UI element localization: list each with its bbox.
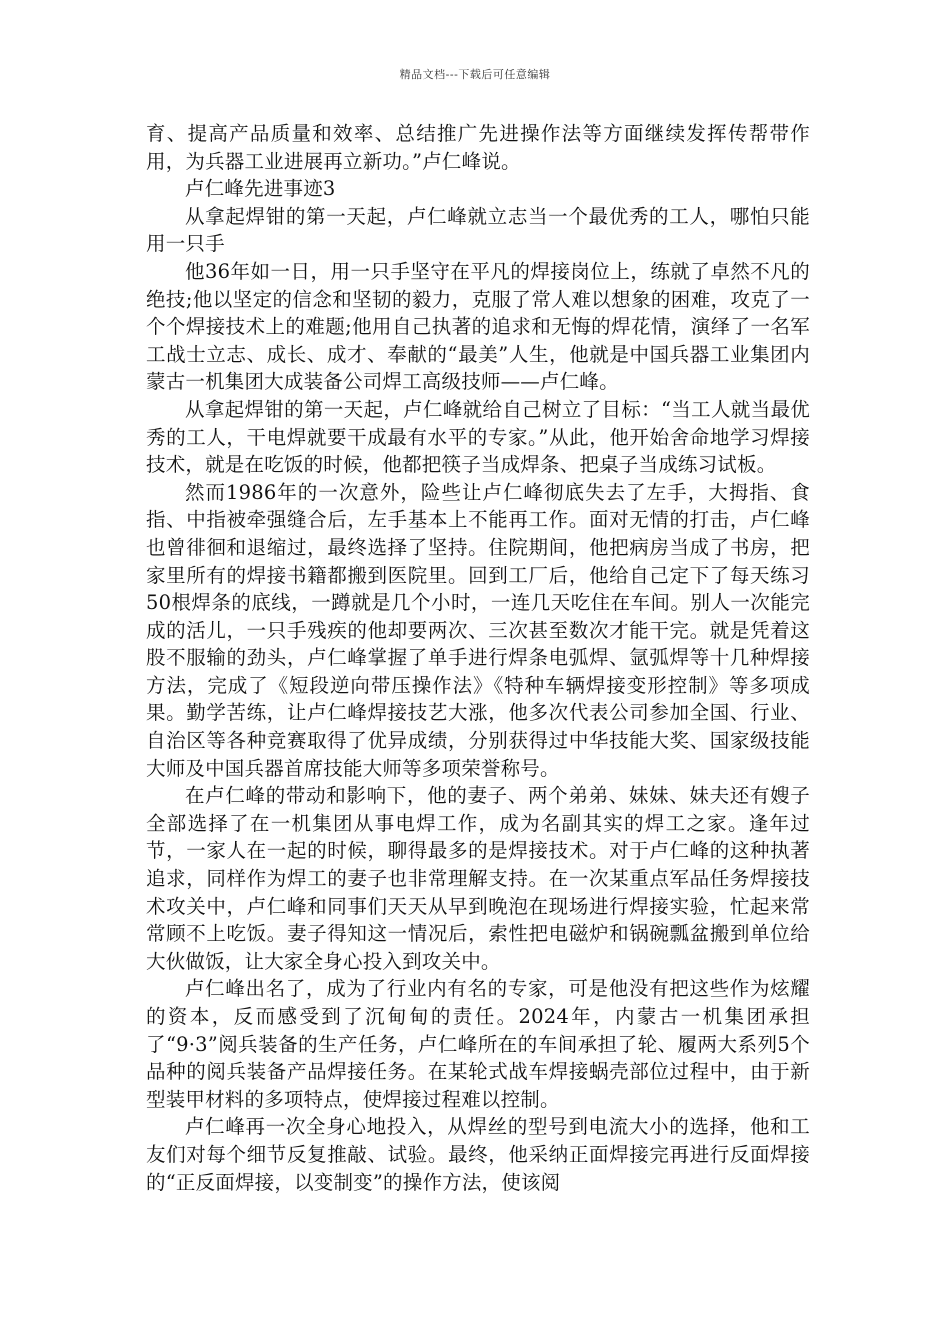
paragraph: 育、提高产品质量和效率、总结推广先进操作法等方面继续发挥传帮带作用，为兵器工业进展再立新功。”卢仁峰说。	[146, 122, 810, 173]
paragraph: 在卢仁峰的带动和影响下，他的妻子、两个弟弟、妹妹、妹夫还有嫂子全部选择了在一机集团从事电焊工作，成为名副其实的焊工之家。逢年过节，一家人在一起的时候，聊得最多的是焊接技术。对于卢仁峰的这种执著追求，同样作为焊工的妻子也非常理解支持。在一次某重点军品任务焊接技术攻关中，卢仁峰和同事们天天从早到晚泡在现场进行焊接实验，忙起来常常顾不上吃饭。妻子得知这一情况后，索性把电磁炉和锅碗瓢盆搬到单位给大伙做饭，让大家全身心投入到攻关中。	[146, 784, 810, 973]
paragraph: 卢仁峰出名了，成为了行业内有名的专家，可是他没有把这些作为炫耀的资本，反而感受到了沉甸甸的责任。2024年，内蒙古一机集团承担了“9·3”阅兵装备的生产任务，卢仁峰所在的车间承担了轮、履两大系列5个品种的阅兵装备产品焊接任务。在某轮式战车焊接蜗壳部位过程中，由于新型装甲材料的多项特点，使焊接过程难以控制。	[146, 977, 810, 1111]
section-heading: 卢仁峰先进事迹3	[185, 177, 336, 201]
paragraph: 从拿起焊钳的第一天起，卢仁峰就立志当一个最优秀的工人，哪怕只能用一只手	[146, 204, 810, 256]
page-header: 精品文档---下载后可任意编辑	[399, 68, 551, 81]
paragraph: 他36年如一日，用一只手坚守在平凡的焊接岗位上，练就了卓然不凡的绝技;他以坚定的信念和坚韧的毅力，克服了常人难以想象的困难，攻克了一个个焊接技术上的难题;他用自己执著的追求和无悔的焊花情，演绎了一名军工战士立志、成长、成才、奉献的“最美”人生，他就是中国兵器工业集团内蒙古一机集团大成装备公司焊工高级技师——卢仁峰。	[146, 259, 810, 394]
paragraph: 从拿起焊钳的第一天起，卢仁峰就给自己树立了目标：“当工人就当最优秀的工人，干电焊就要干成最有水平的专家。”从此，他开始舍命地学习焊接技术，就是在吃饭的时候，他都把筷子当成焊条、把桌子当成练习试板。	[146, 397, 810, 477]
paragraph: 卢仁峰再一次全身心地投入，从焊丝的型号到电流大小的选择，他和工友们对每个细节反复推敲、试验。最终，他采纳正面焊接完再进行反面焊接的“正反面焊接，以变制变”的操作方法，使该阅	[146, 1115, 810, 1194]
document-body	[146, 120, 810, 1196]
paragraph: 然而1986年的一次意外，险些让卢仁峰彻底失去了左手，大拇指、食指、中指被牵强缝合后，左手基本上不能再工作。面对无情的打击，卢仁峰也曾徘徊和退缩过，最终选择了坚持。住院期间，他把病房当成了书房，把家里所有的焊接书籍都搬到医院里。回到工厂后，他给自己定下了每天练习50根焊条的底线，一蹲就是几个小时，一连几天吃住在车间。别人一次能完成的活儿，一只手残疾的他却要两次、三次甚至数次才能干完。就是凭着这股不服输的劲头，卢仁峰掌握了单手进行焊条电弧焊、氩弧焊等十几种焊接方法，完成了《短段逆向带压操作法》《特种车辆焊接变形控制》等多项成果。勤学苦练，让卢仁峰焊接技艺大涨，他多次代表公司参加全国、行业、自治区等各种竞赛取得了优异成绩，分别获得过中华技能大奖、国家级技能大师及中国兵器首席技能大师等多项荣誉称号。	[146, 480, 810, 780]
